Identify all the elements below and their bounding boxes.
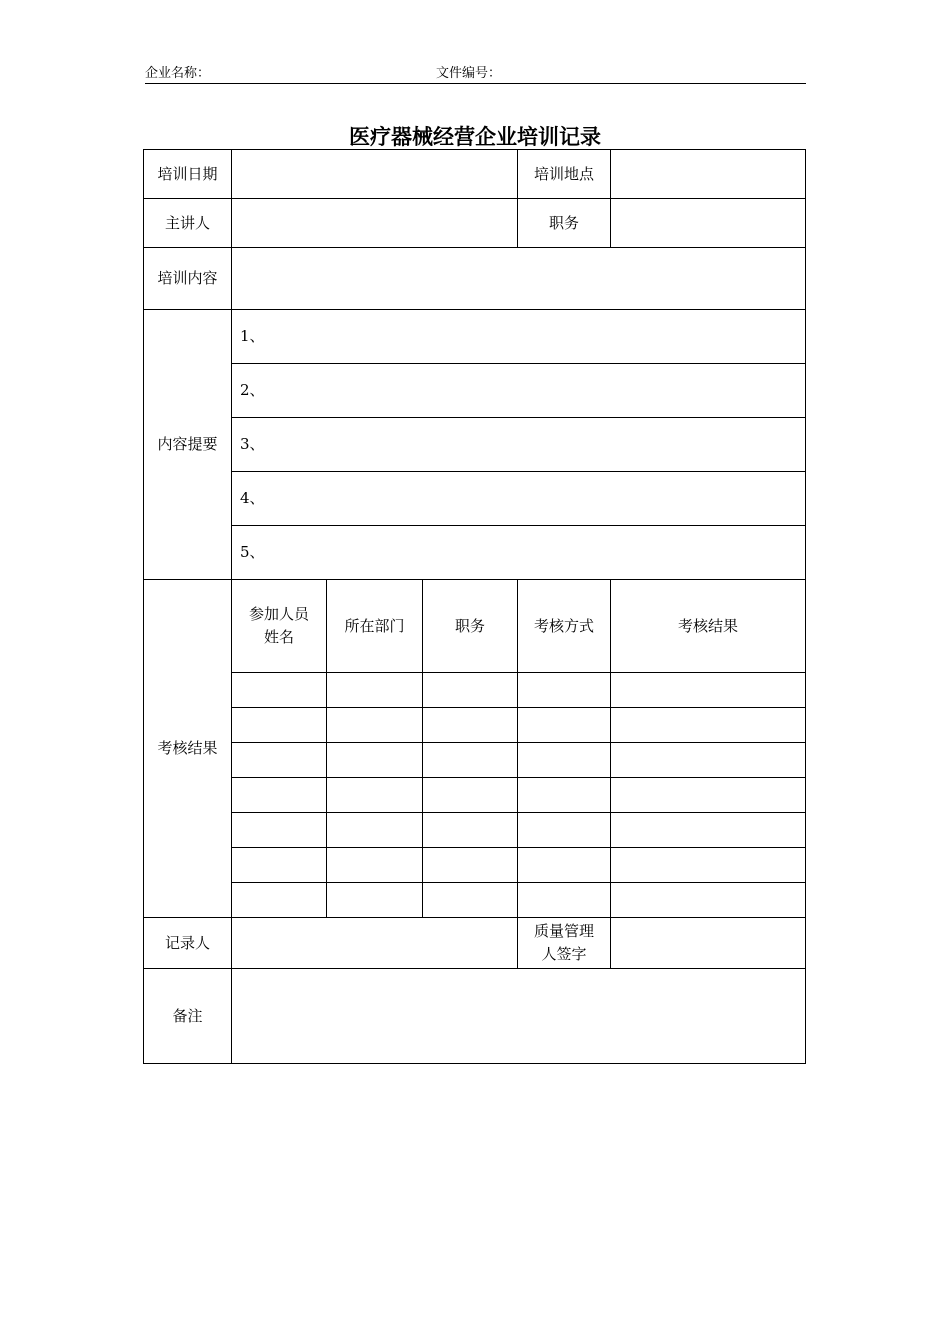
company-name-label: 企业名称：	[145, 66, 211, 81]
result-cell[interactable]	[611, 813, 806, 848]
quality-manager-signature[interactable]	[611, 918, 806, 969]
result-cell[interactable]	[611, 708, 806, 743]
content-summary-label: 内容提要	[144, 310, 232, 580]
header-participant-line1: 参加人员	[248, 605, 309, 623]
table-row	[144, 708, 806, 743]
method-cell[interactable]	[518, 883, 611, 918]
department-cell[interactable]	[327, 778, 423, 813]
method-cell[interactable]	[518, 673, 611, 708]
quality-manager-line2: 人签字	[541, 945, 587, 963]
position-cell[interactable]	[423, 883, 518, 918]
department-cell[interactable]	[327, 848, 423, 883]
header-method: 考核方式	[518, 580, 611, 673]
position-value[interactable]	[611, 199, 806, 248]
header-position: 职务	[423, 580, 518, 673]
remarks-label: 备注	[144, 969, 232, 1064]
assessment-results-label: 考核结果	[144, 580, 232, 918]
summary-item-4[interactable]: 4、	[232, 472, 806, 526]
position-cell[interactable]	[423, 848, 518, 883]
quality-manager-label	[518, 918, 611, 969]
recorder-value[interactable]	[232, 918, 518, 969]
result-cell[interactable]	[611, 778, 806, 813]
result-cell[interactable]	[611, 743, 806, 778]
header-result: 考核结果	[611, 580, 806, 673]
method-cell[interactable]	[518, 813, 611, 848]
remarks-value[interactable]	[232, 969, 806, 1064]
department-cell[interactable]	[327, 743, 423, 778]
training-location-value[interactable]	[611, 150, 806, 199]
header-participant-line2: 姓名	[263, 628, 294, 646]
training-date-value[interactable]	[232, 150, 518, 199]
summary-item-2[interactable]: 2、	[232, 364, 806, 418]
department-cell[interactable]	[327, 673, 423, 708]
position-cell[interactable]	[423, 708, 518, 743]
speaker-value[interactable]	[232, 199, 518, 248]
page-title: 医疗器械经营企业培训记录	[349, 124, 601, 149]
method-cell[interactable]	[518, 778, 611, 813]
position-cell[interactable]	[423, 673, 518, 708]
department-cell[interactable]	[327, 883, 423, 918]
summary-item-5[interactable]: 5、	[232, 526, 806, 580]
participant-name-cell[interactable]	[232, 743, 327, 778]
summary-item-1[interactable]: 1、	[232, 310, 806, 364]
speaker-label: 主讲人	[144, 199, 232, 248]
position-label: 职务	[518, 199, 611, 248]
participant-name-cell[interactable]	[232, 848, 327, 883]
table-row	[144, 673, 806, 708]
method-cell[interactable]	[518, 708, 611, 743]
participant-name-cell[interactable]	[232, 813, 327, 848]
participant-name-cell[interactable]	[232, 778, 327, 813]
department-cell[interactable]	[327, 813, 423, 848]
result-cell[interactable]	[611, 883, 806, 918]
header-department: 所在部门	[327, 580, 423, 673]
table-row	[144, 778, 806, 813]
participant-name-cell[interactable]	[232, 673, 327, 708]
quality-manager-line1: 质量管理	[534, 922, 595, 940]
result-cell[interactable]	[611, 848, 806, 883]
recorder-label: 记录人	[144, 918, 232, 969]
summary-item-3[interactable]: 3、	[232, 418, 806, 472]
training-content-label: 培训内容	[144, 248, 232, 310]
department-cell[interactable]	[327, 708, 423, 743]
header-participant-name	[232, 580, 327, 673]
method-cell[interactable]	[518, 848, 611, 883]
participant-name-cell[interactable]	[232, 708, 327, 743]
table-row	[144, 813, 806, 848]
position-cell[interactable]	[423, 778, 518, 813]
training-location-label: 培训地点	[518, 150, 611, 199]
table-row	[144, 883, 806, 918]
training-date-label: 培训日期	[144, 150, 232, 199]
document-number-label: 文件编号：	[436, 66, 502, 81]
training-content-value[interactable]	[232, 248, 806, 310]
method-cell[interactable]	[518, 743, 611, 778]
participant-name-cell[interactable]	[232, 883, 327, 918]
header-rule	[145, 83, 806, 84]
result-cell[interactable]	[611, 673, 806, 708]
position-cell[interactable]	[423, 743, 518, 778]
position-cell[interactable]	[423, 813, 518, 848]
table-row	[144, 848, 806, 883]
table-row	[144, 743, 806, 778]
training-record-form	[143, 149, 806, 1064]
